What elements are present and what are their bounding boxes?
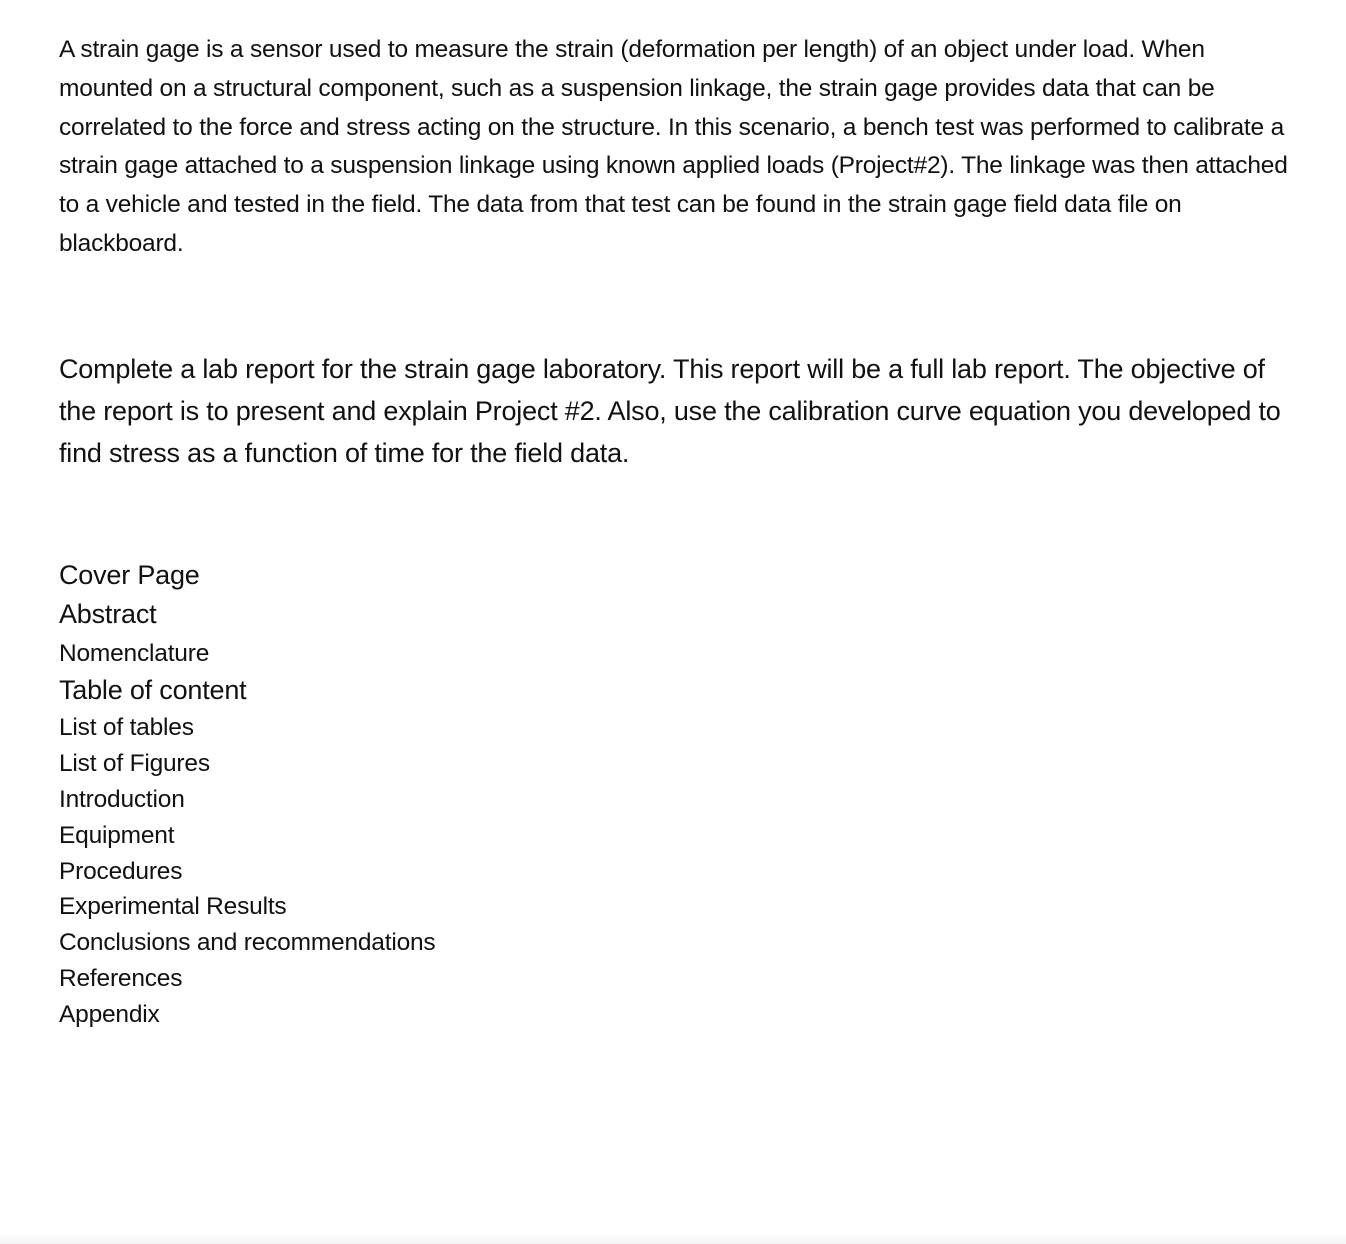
section-procedures: Procedures [59,858,183,885]
section-equipment: Equipment [59,822,175,849]
assignment-paragraph: Complete a lab report for the strain gage laboratory. This report will be a full lab report. The objective of the report is to present and explain Project #2. Also, use the calibration curve equation you developed to find stress as a function of time for the field data. [59,354,1281,468]
section-experimental-results: Experimental Results [59,893,287,920]
section-appendix: Appendix [59,1001,160,1028]
intro-paragraph: A strain gage is a sensor used to measure the strain (deformation per length) of an object under load. When mounted on a structural component, such as a suspension linkage, the strain gage provides data that can be correlated to the force and stress acting on the structure. In this scenario, a bench test was performed to calibrate a strain gage attached to a suspension linkage using known applied loads (Project#2). The linkage was then attached to a vehicle and tested in the field. The data from that test can be found in the strain gage field data file on blackboard. [59,36,1288,257]
page-bottom-edge [0,1234,1346,1244]
section-list-of-tables: List of tables [59,714,194,741]
section-list-of-figures: List of Figures [59,750,210,777]
section-nomenclature: Nomenclature [59,640,210,667]
section-introduction: Introduction [59,786,185,813]
section-references: References [59,965,183,992]
section-abstract: Abstract [59,599,157,629]
section-table-of-content: Table of content [59,675,247,705]
section-cover-page: Cover Page [59,560,200,590]
section-conclusions: Conclusions and recommendations [59,929,436,956]
